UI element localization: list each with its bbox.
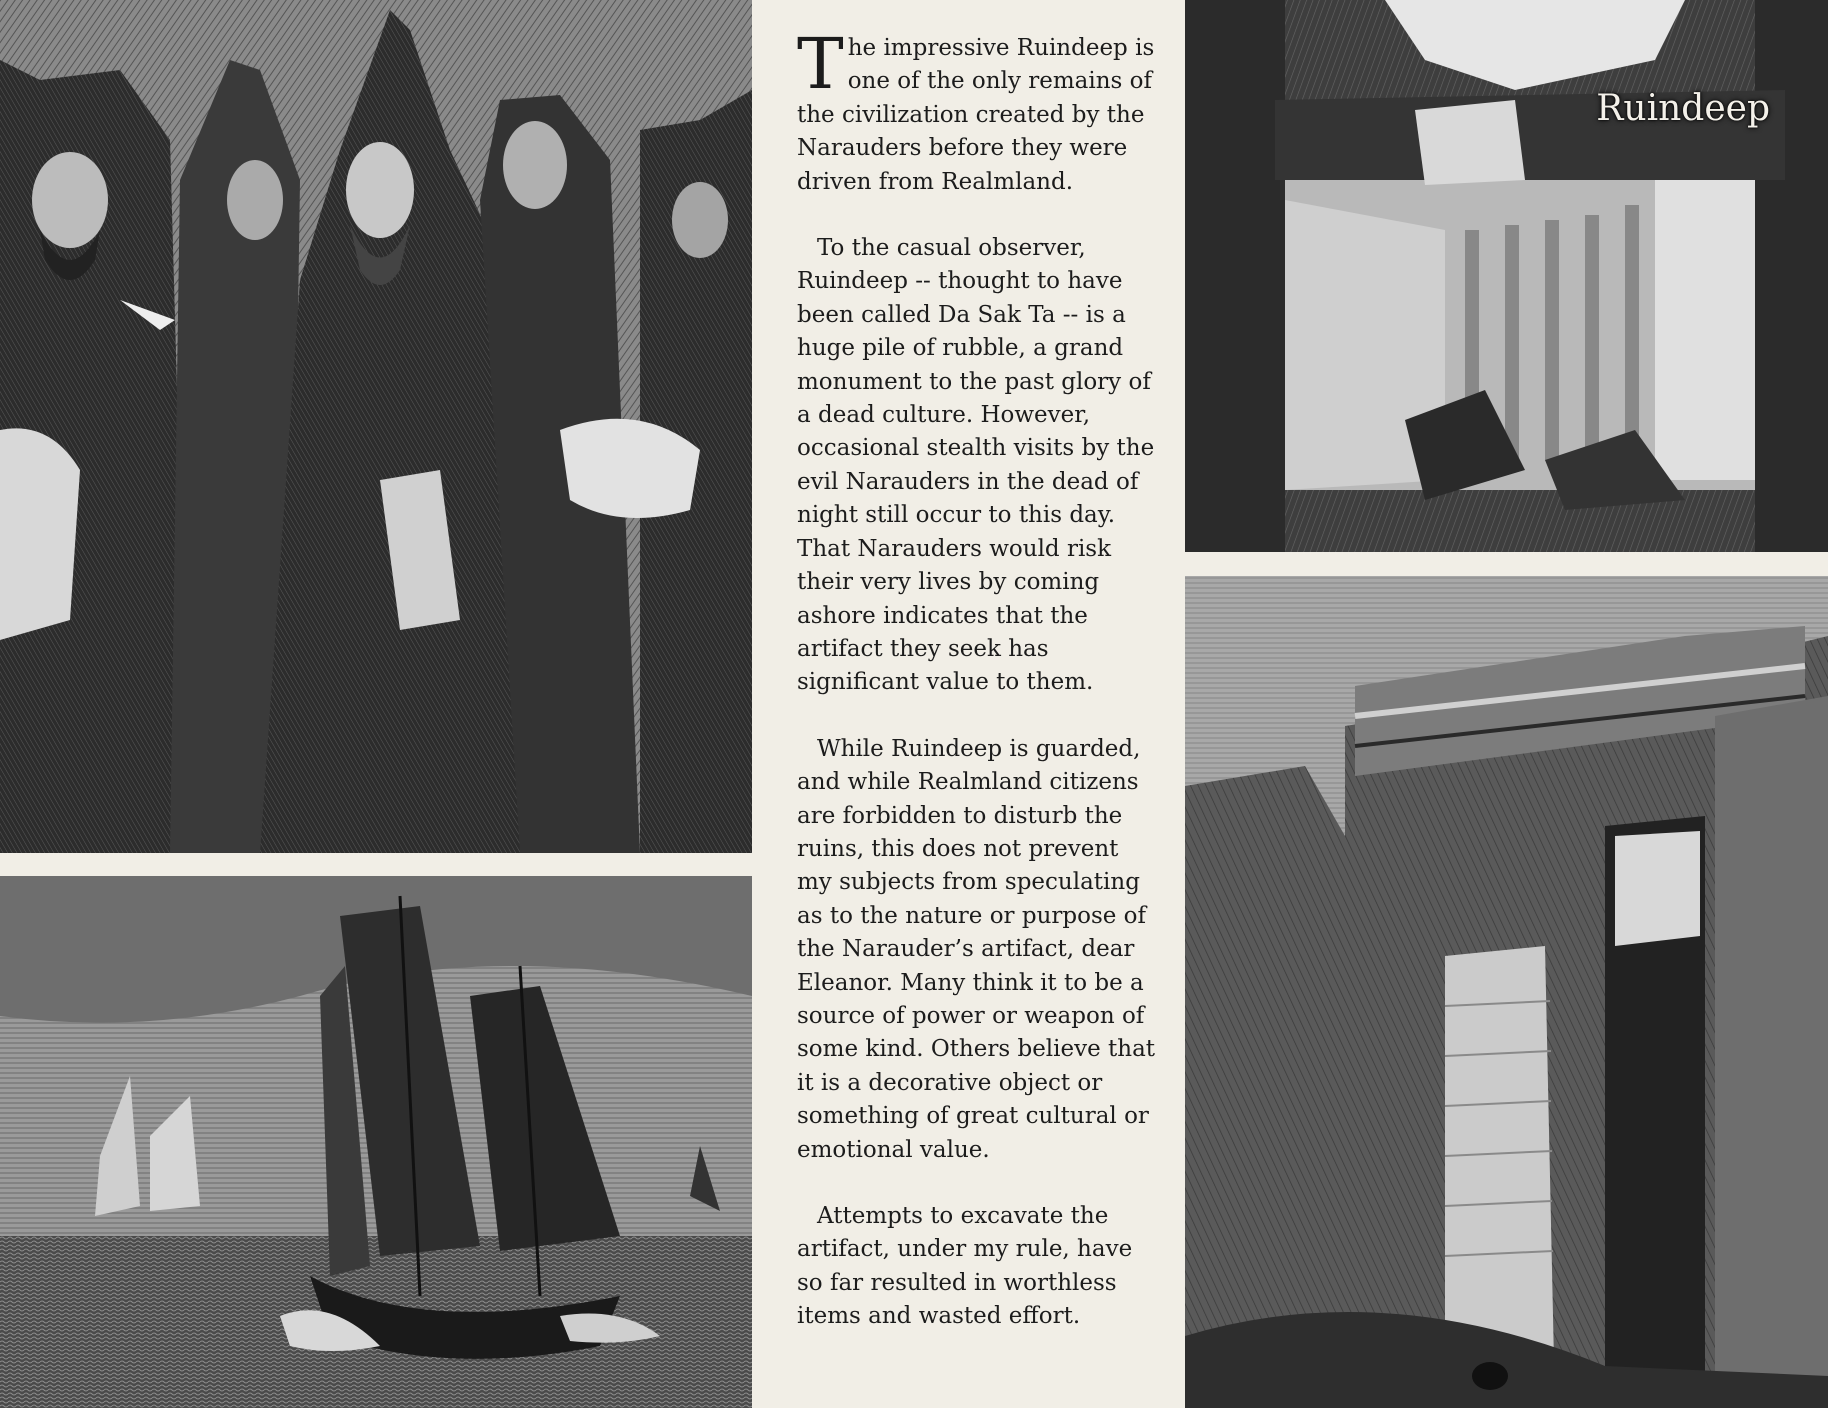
ruindeep-title: Ruindeep <box>1596 88 1770 129</box>
engraving-ruin-doorway <box>1185 0 1828 552</box>
paragraph-intro: The impressive Ruindeep is one of the only remains of the civilization created by the Narauders before they were driven from Realmland. <box>797 23 1155 195</box>
robed-men-illustration <box>0 0 752 853</box>
engraving-sailing-ships <box>0 876 752 1408</box>
narrative-text <box>797 23 1157 1367</box>
engraving-robed-men <box>0 0 752 853</box>
engraving-temple-ruins <box>1185 576 1828 1408</box>
temple-ruins-illustration <box>1185 576 1828 1408</box>
sailing-ships-illustration <box>0 876 752 1408</box>
paragraph-speculation: While Ruindeep is guarded, and while Realmland citizens are forbidden to disturb the ruins, this does not prevent my subjects from speculating as to the nature or purpose of the Narauder’s artifact, dear Eleanor. Many think it to be a source of power or weapon of some kind. Others believe that it is a decorative object or something of great cultural or emotional value. <box>797 735 1156 1163</box>
paragraph-excavation: Attempts to excavate the artifact, under my rule, have so far resulted in worthless items and wasted effort. <box>797 1203 1133 1330</box>
drop-cap: T <box>797 23 844 105</box>
ruin-doorway-illustration <box>1185 0 1828 552</box>
paragraph-observer: To the casual observer, Ruindeep -- thought to have been called Da Sak Ta -- is a huge pile of rubble, a grand monument to the past glory of a dead culture. However, occasional stealth visits by the evil Narauders in the dead of night still occur to this day. That Narauders would risk their very lives by coming ashore indicates that the artifact they seek has significant value to them. <box>797 235 1155 696</box>
